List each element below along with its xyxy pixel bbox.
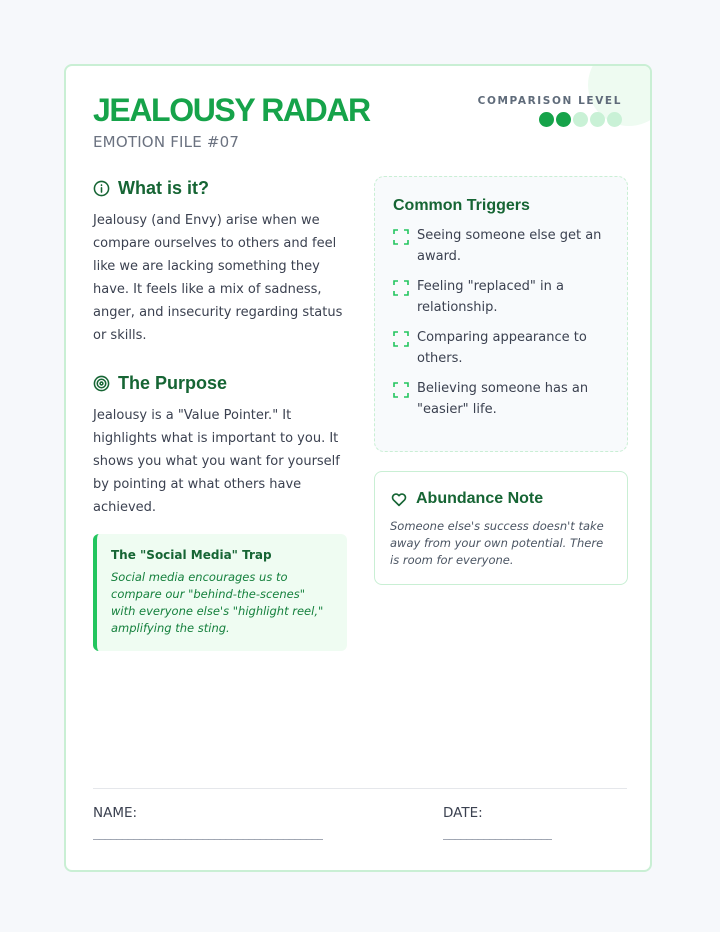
trigger-item xyxy=(393,225,611,267)
what-is-it-text: Jealousy (and Envy) arise when we compare ourselves to others and feel like we are lacking something they have. It feels like a mix of sadness, anger, and insecurity regarding status or skills. xyxy=(93,213,343,343)
abundance-text: Someone else's success doesn't take away from your own potential. There is room for everyone. xyxy=(390,519,604,567)
trigger-item-text: Believing someone has an "easier" life. xyxy=(417,381,589,417)
name-line: ________________________________________ xyxy=(93,825,323,841)
purpose-text: Jealousy is a "Value Pointer." It highlights what is important to you. It shows you what you want for yourself by pointing at what others have achieved. xyxy=(93,408,340,515)
date-label: DATE: xyxy=(443,805,483,821)
emotion-card xyxy=(64,64,652,872)
info-circle-icon xyxy=(93,180,110,197)
triggers-heading: Common Triggers xyxy=(393,197,530,214)
trigger-item xyxy=(393,378,611,420)
level-dot xyxy=(590,112,605,127)
abundance-heading xyxy=(390,488,613,510)
what-is-it-heading-text: What is it? xyxy=(118,178,209,198)
page-title: JEALOUSY RADAR xyxy=(93,92,370,128)
what-is-it-heading xyxy=(93,176,348,200)
trigger-item xyxy=(393,276,611,318)
focus-brackets-icon xyxy=(393,280,409,296)
social-media-trap-callout xyxy=(93,534,347,651)
trigger-item-text: Feeling "replaced" in a relationship. xyxy=(417,279,564,315)
level-dot xyxy=(573,112,588,127)
purpose-heading-text: The Purpose xyxy=(118,373,228,393)
trigger-item-text: Seeing someone else get an award. xyxy=(417,228,602,264)
trap-title: The "Social Media" Trap xyxy=(111,548,272,562)
date-line: ___________________ xyxy=(443,825,553,841)
focus-brackets-icon xyxy=(393,382,409,398)
abundance-heading-text: Abundance Note xyxy=(416,490,544,507)
comparison-level-dots xyxy=(478,112,622,127)
focus-brackets-icon xyxy=(393,331,409,347)
page-subtitle: EMOTION FILE #07 xyxy=(93,133,240,151)
trigger-item-text: Comparing appearance to others. xyxy=(417,330,587,366)
level-dot xyxy=(556,112,571,127)
name-field[interactable] xyxy=(93,803,323,843)
comparison-level-label: COMPARISON LEVEL xyxy=(477,95,622,107)
level-dot xyxy=(607,112,622,127)
purpose-heading xyxy=(93,371,348,395)
trap-text: Social media encourages us to compare our "behind-the-scenes" with everyone else's "highlight reel," amplifying the sting. xyxy=(111,570,324,635)
comparison-level xyxy=(478,94,622,127)
date-field[interactable] xyxy=(443,803,552,843)
abundance-note xyxy=(374,471,628,585)
footer xyxy=(93,788,627,841)
focus-brackets-icon xyxy=(393,229,409,245)
heart-icon xyxy=(390,490,408,508)
target-icon xyxy=(93,375,110,392)
left-column xyxy=(93,176,348,519)
level-dot xyxy=(539,112,554,127)
name-label: NAME: xyxy=(93,805,138,821)
triggers-list xyxy=(393,225,611,420)
common-triggers-panel xyxy=(374,176,628,452)
trigger-item xyxy=(393,327,611,369)
